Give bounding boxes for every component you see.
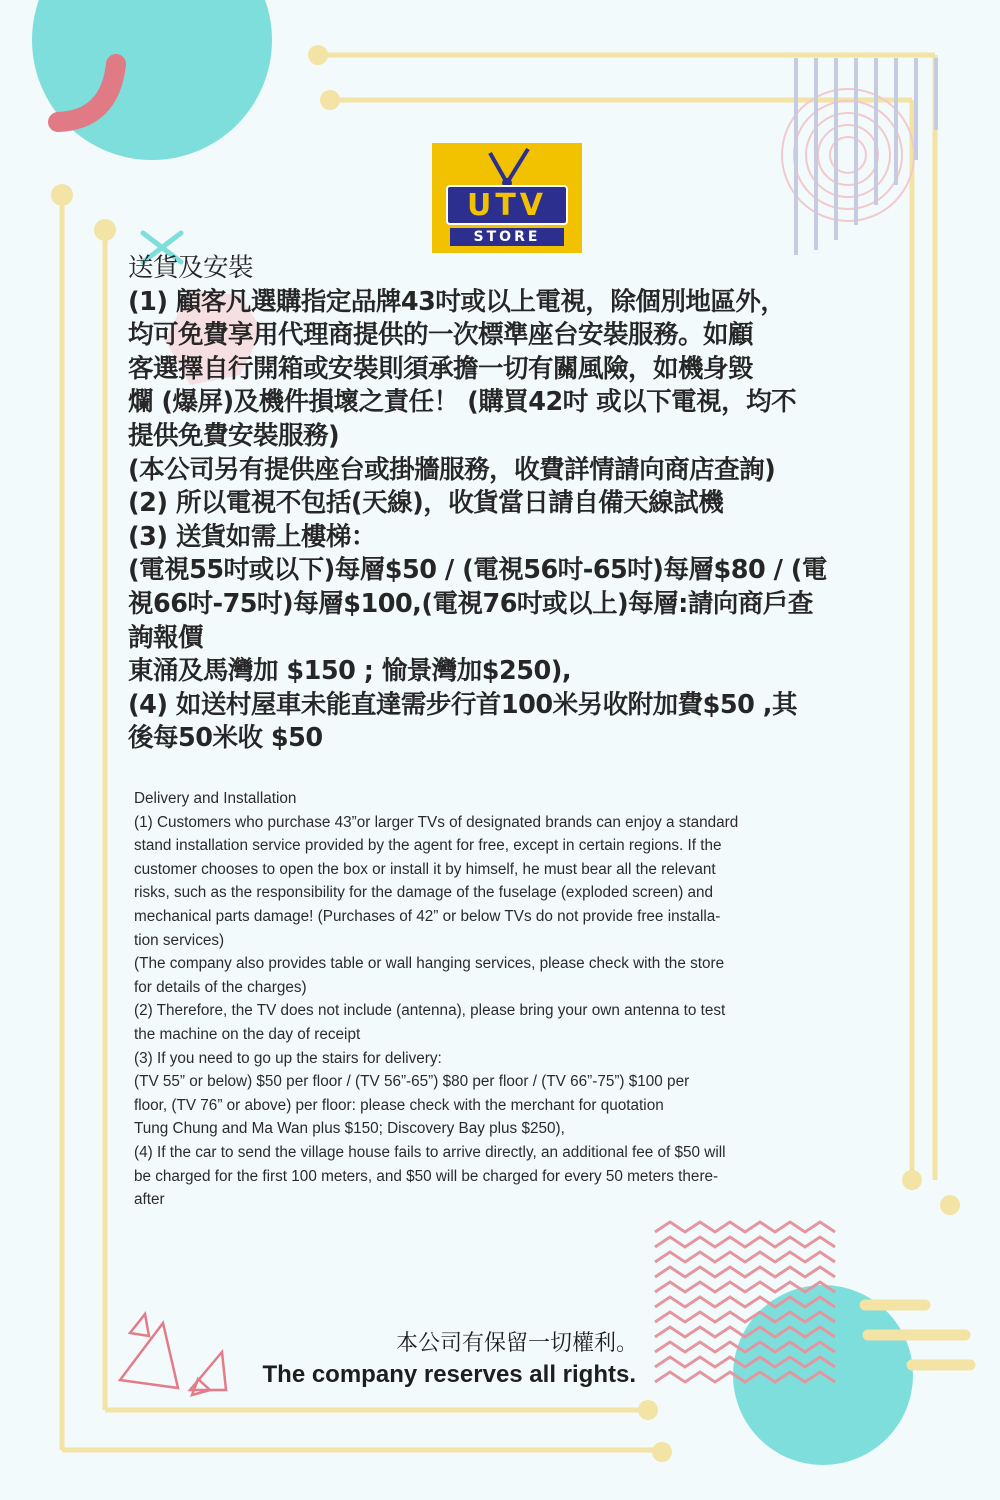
chinese-line: (3) 送貨如需上樓梯： [128,521,376,552]
english-line: be charged for the first 100 meters, and $50 will be charged for every 50 meters there- [134,1167,719,1185]
chinese-line: 提供免費安裝服務) [128,420,340,451]
english-line: after [134,1191,165,1209]
english-line: (2) Therefore, the TV does not include (antenna), please bring your own antenna to test [134,1002,726,1020]
english-line: (TV 55” or below) $50 per floor / (TV 56”-65”) $80 per floor / (TV 66”-75”) $100 per [134,1073,690,1091]
chinese-title: 送貨及安裝 [128,253,254,283]
english-line: mechanical parts damage! (Purchases of 42” or below TVs do not provide free installa- [134,907,721,925]
chinese-line: (1) 顧客凡選購指定品牌43吋或以上電視，除個別地區外， [128,286,786,317]
english-line: (The company also provides table or wall hanging services, please check with the store [134,955,725,973]
chinese-line: 爛 (爆屏)及機件損壞之責任！ (購買42吋 或以下電視，均不 [128,387,797,418]
chinese-line: 詢報價 [128,622,204,653]
english-line: tion services) [134,931,225,949]
footer-rights-chinese: 本公司有保留一切權利。 [395,1331,638,1356]
chinese-line: 客選擇自行開箱或安裝則須承擔一切有關風險，如機身毀 [128,353,754,384]
chinese-terms-section [128,252,868,756]
chinese-line: 後每50米收 $50 [128,723,323,754]
teal-circle-top [32,0,272,160]
logo-tv-frame [446,185,568,225]
english-line: risks, such as the responsibility for the damage of the fuselage (exploded screen) and [134,884,714,902]
english-line: Tung Chung and Ma Wan plus $150; Discovery Bay plus $250), [134,1120,565,1138]
chinese-line: (4) 如送村屋車未能直達需步行首100米另收附加費$50 ,其 [128,689,797,720]
utv-store-logo [432,143,582,253]
chinese-line: 東涌及馬灣加 $150 ; 愉景灣加$250), [128,656,572,687]
english-line: (4) If the car to send the village house fails to arrive directly, an additional fee of $50 will [134,1143,726,1161]
footer-rights-english: The company reserves all rights. [262,1361,636,1388]
english-terms-section [134,787,864,1212]
english-line: (1) Customers who purchase 43”or larger TVs of designated brands can enjoy a standard [134,813,739,831]
english-line: (3) If you need to go up the stairs for delivery: [134,1049,442,1067]
english-line: for details of the charges) [134,978,307,996]
english-title: Delivery and Installation [134,790,297,807]
pink-triangles [120,1314,226,1395]
english-line: the machine on the day of receipt [134,1025,361,1043]
chinese-line: 視66吋-75吋)每層$100,(電視76吋或以上)每層:請向商戶查 [128,588,813,619]
logo-word: UTV [466,188,548,223]
chinese-line: (2) 所以電視不包括(天線)，收貨當日請自備天線試機 [128,488,724,519]
english-line: stand installation service provided by the agent for free, except in certain regions. If the [134,837,722,855]
english-line: customer chooses to open the box or install it by himself, he must bear all the relevant [134,860,716,878]
chinese-line: 均可免費享用代理商提供的一次標準座台安裝服務。如顧 [128,320,754,351]
chinese-line: (電視55吋或以下)每層$50 / (電視56吋-65吋)每層$80 / (電 [128,555,827,586]
english-line: floor, (TV 76” or above) per floor: please check with the merchant for quotation [134,1096,664,1114]
logo-subtitle: STORE [450,228,564,246]
chinese-line: (本公司另有提供座台或掛牆服務，收費詳情請向商店查詢) [128,454,776,485]
